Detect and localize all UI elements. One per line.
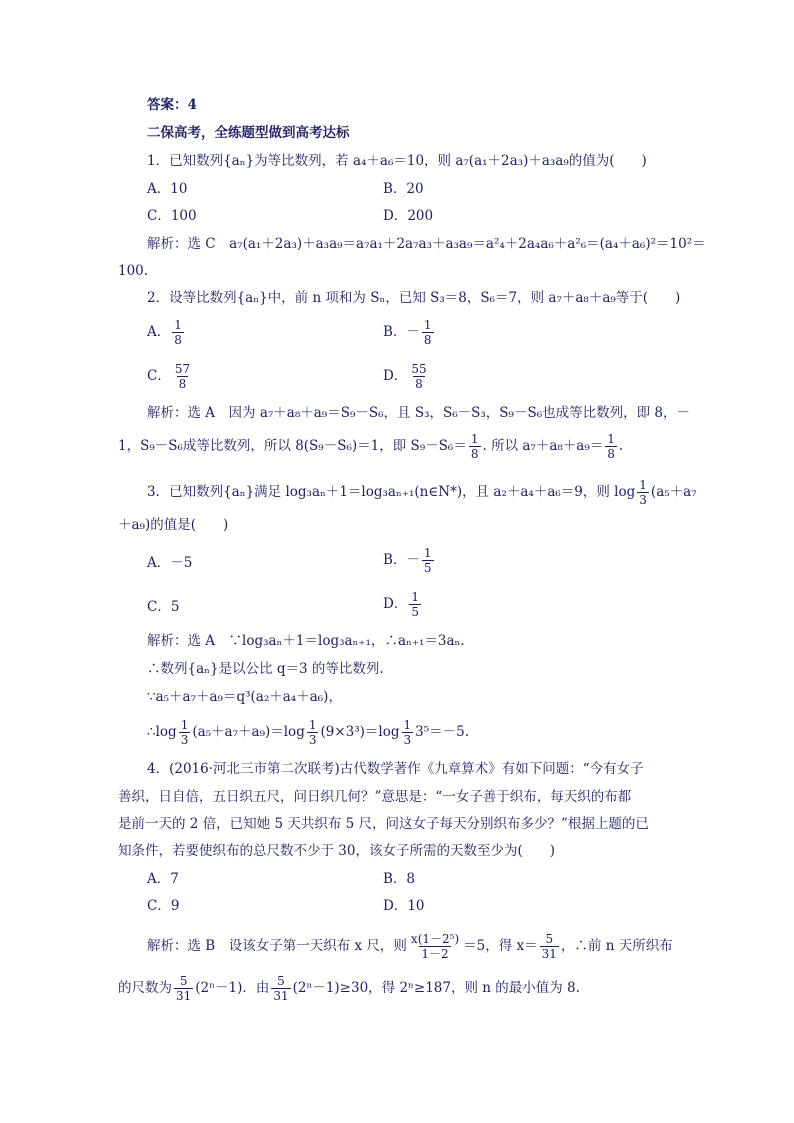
q3-option-c: C．5	[147, 599, 180, 615]
q2-analysis-fraction-2	[605, 432, 617, 461]
q3-analysis-4-text-a: ∴log	[147, 724, 177, 740]
denominator: 8	[178, 377, 187, 391]
q3-analysis-3: ∵a₅＋a₇＋a₉＝q³(a₂＋a₄＋a₆)，	[147, 689, 342, 705]
numerator: 1	[423, 546, 432, 560]
q2-option-a-fraction	[172, 318, 184, 347]
numerator: 57	[174, 362, 191, 376]
q3-option-a: A．－5	[147, 555, 193, 571]
q3-stem-log-base	[637, 478, 649, 507]
q4-stem-2: 善织，日自倍，五日织五尺，问日织几何？”意思是：“一女子善于织布，每天织的布都	[118, 789, 632, 805]
q1-option-a: A．10	[147, 181, 188, 197]
q3-analysis-1: 解析：选 A ∵log₃aₙ＋1＝log₃aₙ₊₁，∴aₙ₊₁＝3aₙ.	[147, 633, 465, 649]
denominator: 5	[423, 561, 432, 575]
denominator: 8	[415, 377, 423, 391]
q4-option-a: A．7	[147, 871, 179, 887]
q3-option-b-label: B．－	[383, 552, 420, 568]
q2-option-b	[383, 318, 436, 347]
q4-analysis-text-c: ，∴前 n 天所织布	[560, 938, 673, 954]
q3-analysis-4-text-b: (a₅＋a₇＋a₉)＝log	[192, 724, 305, 740]
q3-analysis-log-base-3	[402, 718, 414, 747]
numerator: 1	[411, 590, 419, 604]
q3-option-b	[383, 546, 436, 575]
denominator: 8	[423, 333, 432, 347]
q3-stem	[147, 478, 697, 507]
q2-option-a-label: A．	[147, 324, 171, 340]
q2-analysis-cont	[118, 432, 623, 461]
q2-analysis-text-c: .	[618, 438, 624, 454]
q2-option-c-label: C．	[147, 368, 171, 384]
q2-analysis-text-b: . 所以 a₇＋a₈＋a₉＝	[482, 438, 604, 454]
q4-stem-3: 是前一天的 2 倍，已知她 5 天共织布 5 尺，问这女子每天分别织布多少？”根据上题的已	[118, 816, 649, 832]
q4-stem-4: 知条件，若要使织布的总尺数不少于 30，该女子所需的天数至少为( )	[118, 843, 556, 859]
q4-analysis-text-b: ＝5，得 x＝	[463, 938, 538, 954]
denominator: 1－2	[421, 947, 449, 961]
q4-analysis-text-a: 解析：选 B 设该女子第一天织布 x 尺，则	[147, 938, 407, 954]
q1-analysis-cont: 100.	[118, 263, 149, 279]
q3-analysis-4-text-d: 3⁵＝－5.	[415, 724, 470, 740]
q3-analysis-4-text-c: (9×3³)＝log	[320, 724, 400, 740]
q2-option-d	[383, 362, 431, 391]
denominator: 8	[607, 447, 615, 461]
numerator: 5	[277, 974, 285, 988]
numerator: 1	[403, 718, 412, 732]
q3-option-b-fraction	[422, 546, 434, 575]
q1-analysis: 解析：选 C a₇(a₁＋2a₃)＋a₃a₉＝a₇a₁＋2a₇a₃＋a₃a₉＝a²₄＋2a₄a₆＋a²₆＝(a₄＋a₆)²＝10²＝	[147, 236, 706, 252]
q2-analysis-text-a: 1，S₉－S₆成等比数列，所以 8(S₉－S₆)＝1，即 S₉－S₆＝	[118, 438, 467, 454]
q3-option-d-label: D．	[383, 596, 408, 612]
q3-stem-cont: ＋a₉)的值是( )	[118, 517, 229, 533]
q4-option-d: D．10	[383, 898, 425, 914]
q4-option-c: C．9	[147, 898, 180, 914]
q2-option-a	[147, 318, 186, 347]
numerator: 1	[174, 318, 182, 332]
numerator: 1	[607, 432, 615, 446]
denominator: 3	[639, 493, 647, 507]
denominator: 3	[403, 733, 412, 747]
q3-analysis-2: ∴数列{aₙ}是以公比 q＝3 的等比数列.	[147, 661, 384, 677]
q2-option-c-fraction	[173, 362, 192, 391]
q2-stem: 2．设等比数列{aₙ}中，前 n 项和为 Sₙ，已知 S₃＝8，S₆＝7，则 a₇＋a₈＋a₉等于( )	[147, 290, 681, 306]
q2-option-d-fraction	[409, 362, 428, 391]
denominator: 31	[541, 947, 557, 961]
q3-analysis-log-base-1	[179, 718, 191, 747]
section-title: 二保高考，全练题型做到高考达标	[147, 125, 350, 141]
answer-line: 答案：4	[147, 97, 197, 113]
numerator: 5	[545, 932, 554, 946]
q4-analysis-cont-text-a: 的尺数为	[118, 980, 172, 996]
q1-option-d: D．200	[383, 208, 434, 224]
q2-option-b-label: B．－	[383, 324, 420, 340]
numerator: 55	[411, 362, 427, 376]
q4-analysis-x-fraction	[540, 932, 559, 961]
q4-stem-1: 4．(2016·河北三市第二次联考)古代数学著作《九章算术》有如下问题：“今有女子	[147, 761, 644, 777]
numerator: 5	[179, 974, 188, 988]
q2-analysis-fraction-1	[469, 432, 481, 461]
q3-option-d	[383, 590, 423, 619]
q2-analysis: 解析：选 A 因为 a₇＋a₈＋a₉＝S₉－S₆，且 S₃，S₆－S₃，S₉－S₆也成等比数列，即 8，－	[147, 405, 691, 421]
q1-option-c: C．100	[147, 208, 197, 224]
q3-option-d-fraction	[409, 590, 421, 619]
q4-analysis-sum-fraction	[409, 932, 461, 961]
denominator: 3	[308, 733, 317, 747]
q1-stem: 1．已知数列{aₙ}为等比数列，若 a₄＋a₆＝10，则 a₇(a₁＋2a₃)＋a₃a₉的值为( )	[147, 153, 647, 169]
q2-option-c	[147, 362, 194, 391]
q4-analysis	[147, 932, 673, 961]
q4-analysis-cont-text-b: (2ⁿ－1)．由	[195, 980, 270, 996]
numerator: 1	[180, 718, 189, 732]
numerator: 1	[423, 318, 432, 332]
denominator: 8	[470, 447, 479, 461]
denominator: 3	[180, 733, 189, 747]
q3-analysis-log-base-2	[307, 718, 319, 747]
q4-analysis-cont-text-c: (2ⁿ－1)≥30，得 2ⁿ≥187，则 n 的最小值为 8.	[292, 980, 580, 996]
q2-option-d-label: D．	[383, 368, 408, 384]
denominator: 31	[273, 989, 289, 1003]
q3-stem-text-b: (a₅＋a₇	[650, 484, 697, 500]
q4-analysis-cont	[118, 974, 580, 1003]
numerator: 1	[308, 718, 317, 732]
q2-option-b-fraction	[422, 318, 434, 347]
numerator: x(1－2⁵)	[410, 932, 460, 946]
q4-analysis-cont-fraction-2	[271, 974, 290, 1003]
q3-stem-text-a: 3．已知数列{aₙ}满足 log₃aₙ＋1＝log₃aₙ₊₁(n∈N*)，且 a₂＋a₄＋a₆＝9，则 log	[147, 484, 636, 500]
numerator: 1	[639, 478, 647, 492]
q1-option-b: B．20	[383, 181, 424, 197]
denominator: 5	[411, 605, 419, 619]
numerator: 1	[470, 432, 479, 446]
q3-analysis-4	[147, 718, 469, 747]
q4-analysis-cont-fraction-1	[174, 974, 193, 1003]
denominator: 31	[176, 989, 192, 1003]
q4-option-b: B．8	[383, 871, 416, 887]
denominator: 8	[174, 333, 182, 347]
